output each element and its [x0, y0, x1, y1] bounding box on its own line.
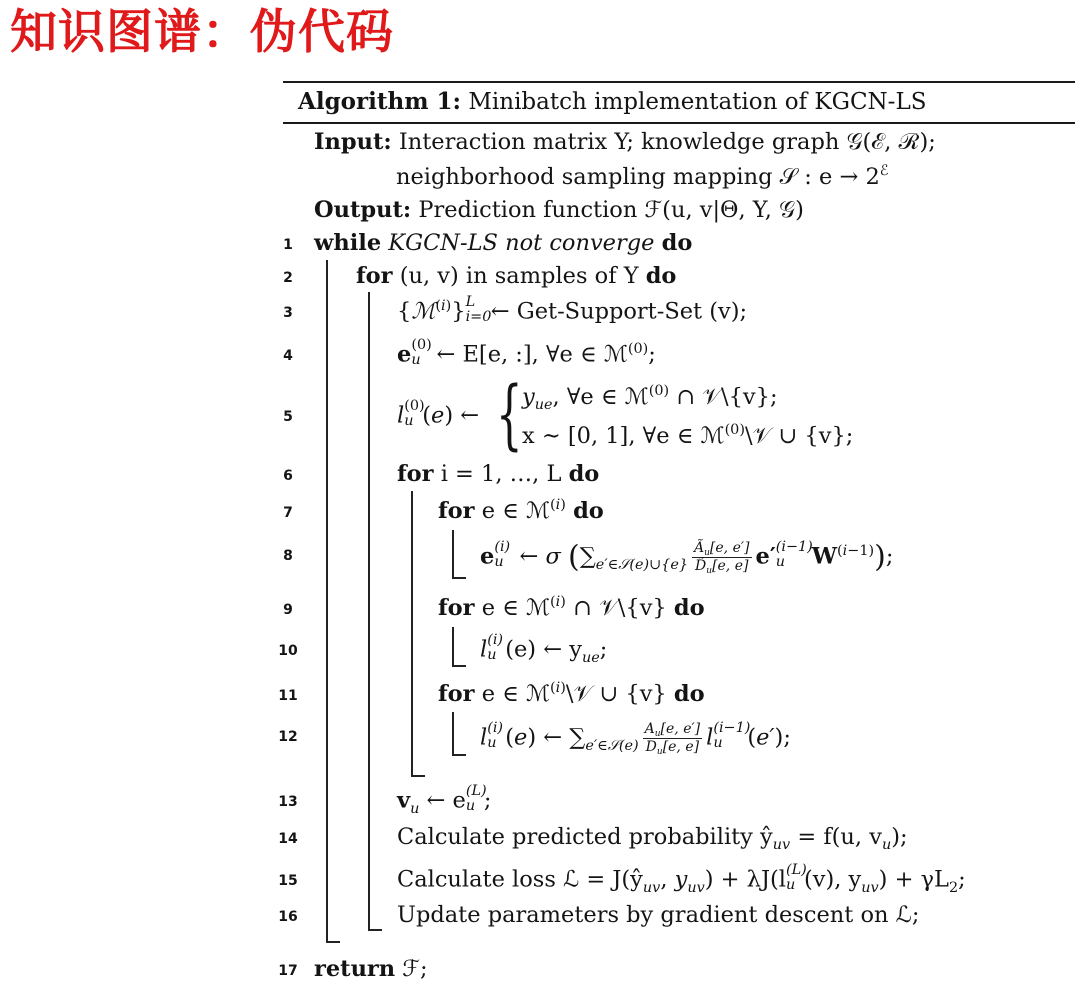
- line-10-assign-label: l (i) u (e) ← $y_{ue}$;: [480, 632, 608, 666]
- for-samples-rail: [368, 292, 370, 930]
- keyword-do: do: [673, 595, 705, 621]
- for-samples-foot: [368, 929, 382, 931]
- line-number-6: 6: [283, 468, 293, 484]
- line-number-1: 1: [283, 237, 293, 253]
- line-number-7: 7: [283, 505, 293, 521]
- keyword-do: do: [673, 681, 705, 707]
- line-6-for-layers: [397, 459, 599, 489]
- input-text-1: Interaction matrix Y; knowledge graph 𝒢(ℰ, ℛ);: [398, 129, 936, 155]
- output-text: Prediction function ℱ(u, v|Θ, Y, 𝒢): [418, 197, 804, 223]
- keyword-do: do: [568, 461, 600, 487]
- line-number-4: 4: [283, 348, 293, 364]
- line-number-11: 11: [278, 688, 298, 704]
- loss-last: ) + γL: [878, 866, 949, 893]
- input-line-1: [314, 127, 936, 157]
- input-line-2: [396, 162, 888, 192]
- assign-label-text: (e) ← y: [505, 636, 582, 663]
- cases-brace: {: [496, 369, 523, 458]
- predict-text: Calculate predicted probability ŷ: [397, 824, 773, 850]
- keyword-for: for: [397, 461, 434, 487]
- keyword-do: do: [661, 230, 693, 256]
- for-unlabeled-text: e ∈ ℳ: [481, 681, 551, 707]
- line-13-final-embedding: $v_u$ ← e (L) u ;: [397, 783, 492, 817]
- for-samples-text: (u, v) in samples of Y: [399, 263, 639, 289]
- case-1-sub: ue: [534, 397, 553, 414]
- for-labeled-foot: [452, 665, 466, 667]
- input-text-2-exponent: ℰ: [879, 163, 889, 180]
- output-line: [314, 195, 804, 225]
- for-labeled-text: e ∈ ℳ: [481, 595, 551, 621]
- keyword-do: do: [645, 263, 677, 289]
- line-4-init-embedding: e (0) u ← E[e, :], ∀e ∈ ℳ$^{(0)}$;: [397, 337, 656, 369]
- while-block-rail: [326, 260, 328, 942]
- line-3-support-set: {ℳ$^{(i)}$} L i=0 ← Get-Support-Set (v);: [397, 294, 748, 326]
- line-number-9: 9: [283, 602, 293, 618]
- case-2-text: x ∼ [0, 1], ∀e ∈ ℳ: [522, 423, 725, 449]
- line-7-for-entity: for e ∈ ℳ$^{(i)}$ do: [438, 497, 604, 524]
- for-unlabeled-foot: [452, 754, 466, 756]
- for-layers-foot: [411, 775, 425, 777]
- keyword-for: for: [356, 263, 393, 289]
- line-15-loss: Calculate loss ℒ = $J(ŷ_{uv}$, $y_{uv}) + \lambda J(l$ (L) u (v), $y_{uv}) + \gamma L_2$;: [397, 862, 966, 896]
- support-set-text: ← Get-Support-Set (v);: [490, 298, 748, 325]
- keyword-while: while: [314, 230, 382, 256]
- slide-title: 知识图谱：伪代码: [10, 5, 394, 60]
- algorithm-top-rule: [283, 81, 1075, 83]
- for-unlabeled-tail: \𝒱 ∪ {v}: [565, 681, 667, 707]
- line-5-case-unlabeled: x ∼ [0, 1], ∀e ∈ ℳ$^{(0)}$\𝒱 ∪ {v};: [522, 422, 854, 449]
- predict-tail: = f(u, v: [790, 824, 882, 850]
- line-5-init-label: l (0) u (e) ←: [397, 398, 480, 430]
- algorithm-label: Algorithm 1:: [298, 88, 462, 115]
- for-entity-foot: [452, 577, 466, 579]
- for-labeled-rail: [452, 627, 454, 666]
- algorithm-caption-rule: [283, 122, 1075, 124]
- line-number-3: 3: [283, 305, 293, 321]
- for-entity-rail: [452, 530, 454, 578]
- while-block-foot: [326, 941, 340, 943]
- init-embedding-text: ← E[e, :], ∀e ∈ ℳ: [436, 341, 628, 368]
- line-number-17: 17: [278, 963, 298, 979]
- for-unlabeled-rail: [452, 712, 454, 755]
- input-label: Input:: [314, 129, 392, 155]
- for-layers-text: i = 1, …, L: [440, 461, 562, 487]
- for-entity-text: e ∈ ℳ: [481, 498, 551, 524]
- assign-label-sub: ue: [581, 649, 600, 666]
- output-label: Output:: [314, 197, 412, 223]
- for-layers-rail: [411, 491, 413, 776]
- loss-text: Calculate loss ℒ = J(ŷ: [397, 866, 643, 893]
- keyword-do: do: [573, 498, 604, 524]
- while-condition: KGCN-LS not converge: [388, 230, 655, 256]
- line-11-for-unlabeled: for e ∈ ℳ$^{(i)}$\𝒱 ∪ {v} do: [438, 680, 705, 707]
- loss-mid: ) + λJ(l: [704, 866, 786, 893]
- final-embedding-text: ← e: [426, 787, 466, 814]
- line-17-return: [314, 954, 428, 984]
- input-text-2: neighborhood sampling mapping 𝒮 : e → 2: [396, 164, 880, 190]
- algorithm-title: Minibatch implementation of KGCN-LS: [468, 89, 927, 115]
- case-2-tail: \𝒱 ∪ {v};: [744, 423, 854, 449]
- keyword-return: return: [314, 956, 396, 982]
- line-14-predict: Calculate predicted probability $ŷ_{uv} = f(u$, $v_u$);: [397, 824, 908, 854]
- case-1-text: , ∀e ∈ ℳ: [552, 384, 649, 410]
- line-number-15: 15: [278, 873, 298, 889]
- line-16-update: Update parameters by gradient descent on ℒ;: [397, 902, 920, 928]
- line-number-5: 5: [283, 409, 293, 425]
- algorithm-caption: [298, 86, 926, 118]
- keyword-for: for: [438, 681, 475, 707]
- line-9-for-labeled: for e ∈ ℳ$^{(i)}$ ∩ 𝒱\{v} do: [438, 594, 705, 621]
- line-number-13: 13: [278, 794, 298, 810]
- keyword-for: for: [438, 595, 475, 621]
- keyword-for: for: [438, 498, 475, 524]
- line-number-10: 10: [278, 643, 298, 659]
- line-2-for-samples: [356, 261, 676, 291]
- line-1-while: [314, 228, 692, 258]
- line-8-aggregate: e (i) u ← σ ($\sum_{e'\in 𝒮(e)\cup\{e\}}$ $\frac{Ã_u[e, e']}{D̃_u[e, e]}$ e′ (i−1) u $W^{(i-1)}$);: [480, 539, 894, 577]
- case-1-tail: ∩ 𝒱\{v};: [669, 384, 778, 410]
- line-5-case-labeled: $y_{ue}$, ∀e ∈ ℳ$^{(0)}$ ∩ 𝒱\{v};: [522, 383, 778, 414]
- line-number-12: 12: [278, 729, 298, 745]
- line-number-8: 8: [283, 548, 293, 564]
- line-12-propagate-label: l (i) u (e) ← $\sum_{e'\in 𝒮(e)}$ $\frac{A_u[e, e']}{D_u[e, e]}$ l (i−1) u (e′);: [480, 720, 791, 758]
- return-text: ℱ;: [402, 956, 428, 982]
- for-labeled-tail: ∩ 𝒱\{v}: [565, 595, 667, 621]
- case-1-y: y: [522, 384, 535, 410]
- line-number-16: 16: [278, 909, 298, 925]
- line-number-2: 2: [283, 270, 293, 286]
- loss-end: (v), y: [803, 866, 862, 893]
- line-number-14: 14: [278, 831, 298, 847]
